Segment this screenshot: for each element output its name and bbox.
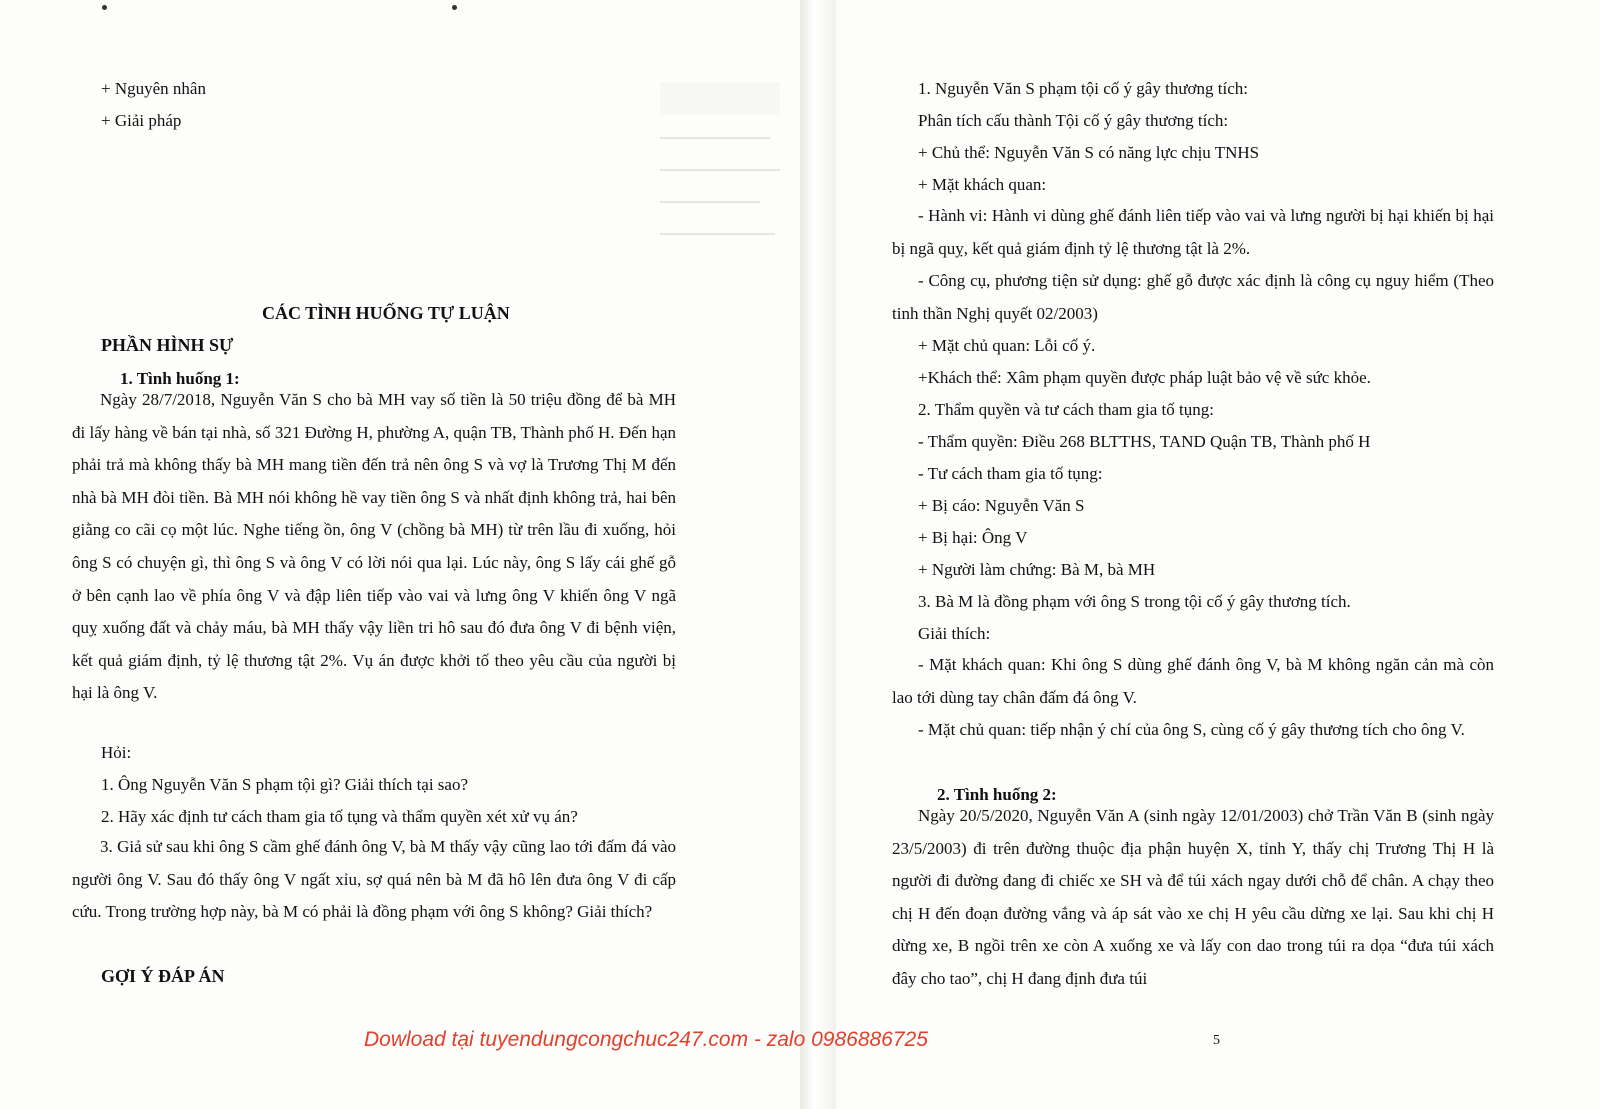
question-3: 3. Giả sử sau khi ông S cầm ghế đánh ông V, bà M thấy vậy cũng lao tới đấm đá vào người ông V. Sau đó thấy ông V ngất xỉu, sợ quá nên bà M đã hô lên đưa ông V đi cấp cứu. Trong trường hợp này, bà M có phải là đồng phạm với ông S không? Giải thích? [72,837,676,922]
book-gutter [800,0,836,1109]
ask-label: Hỏi: [101,743,132,762]
right-page [836,0,1600,1109]
subject-line: + Chủ thể: Nguyễn Văn S có năng lực chịu TNHS [918,143,1260,162]
answer-3: 3. Bà M là đồng phạm với ông S trong tội cố ý gây thương tích. [918,592,1351,611]
question-1: 1. Ông Nguyễn Văn S phạm tội gì? Giải thích tại sao? [101,775,469,794]
objective-line: + Mặt khách quan: [918,175,1047,194]
case2-heading: 2. Tình huống 2: [937,785,1057,804]
capacity-line: - Tư cách tham gia tố tụng: [918,464,1103,483]
answer-1-sub: Phân tích cấu thành Tội cố ý gây thương tích: [918,111,1229,130]
download-watermark: Dowload tại tuyendungcongchuc247.com - zalo 0986886725 [364,1028,928,1051]
explain-label: Giải thích: [918,624,991,643]
bullet-cause: + Nguyên nhân [101,79,206,98]
page-number: 5 [1213,1033,1220,1048]
behavior-text: - Hành vi: Hành vi dùng ghế đánh liên tiếp vào vai và lưng người bị hại khiến bị hại bị ngã quỵ, kết quả giám định tỷ lệ thương tật là 2%. [892,206,1494,258]
case1-body: Ngày 28/7/2018, Nguyễn Văn S cho bà MH vay số tiền là 50 triệu đồng để bà MH đi lấy hàng về bán tại nhà, số 321 Đường H, phường A, quận TB, Thành phố H. Đến hạn phải trả mà không thấy bà MH mang tiền đến trả nên ông S và vợ là Trương Thị M đến nhà bà MH đòi tiền. Bà MH nói không hề vay tiền ông S và nhất định không trả, hai bên giằng co cãi cọ một lúc. Nghe tiếng ồn, ông V (chồng bà MH) từ trên lầu đi xuống, hỏi ông S có chuyện gì, thì ông S và ông V có lời nói qua lại. Lúc này, ông S lấy cái ghế gỗ ở bên cạnh lao về phía ông V và đập liên tiếp vào vai và lưng ông V khiến ông V ngã quỵ xuống đất và chảy máu, bà MH thấy vậy liền tri hô sau đó đưa ông V đi bệnh viện, kết quả giám định, tỷ lệ thương tật 2%. Vụ án được khởi tố theo yêu cầu của người bị hại là ông V. [72,390,676,703]
page-dot [452,5,457,10]
answer-heading: GỢI Ý ĐÁP ÁN [101,966,225,986]
defendant-line: + Bị cáo: Nguyễn Văn S [918,496,1085,515]
object-line: +Khách thể: Xâm phạm quyền được pháp luật bảo vệ về sức khỏe. [918,368,1371,387]
subjective-line: + Mặt chủ quan: Lỗi cố ý. [918,336,1096,355]
doc-title: CÁC TÌNH HUỐNG TỰ LUẬN [262,303,510,323]
tool-text: - Công cụ, phương tiện sử dụng: ghế gỗ được xác định là công cụ nguy hiểm (Theo tinh thần Nghị quyết 02/2003) [892,271,1494,323]
bullet-solution: + Giải pháp [101,111,182,130]
witness-line: + Người làm chứng: Bà M, bà MH [918,560,1156,579]
page-dot [102,5,107,10]
answer-2: 2. Thẩm quyền và tư cách tham gia tố tụng: [918,400,1214,419]
question-2: 2. Hãy xác định tư cách tham gia tố tụng và thẩm quyền xét xử vụ án? [101,807,578,826]
case1-heading: 1. Tình huống 1: [120,369,240,388]
victim-line: + Bị hại: Ông V [918,528,1028,547]
case2-body: Ngày 20/5/2020, Nguyễn Văn A (sinh ngày 12/01/2003) chở Trần Văn B (sinh ngày 23/5/2003) đi trên đường thuộc địa phận huyện X, tỉnh Y, thấy chị Trương Thị H là người đi đường đang đi chiếc xe SH và để túi xách ngay dưới chỗ để chân. A chạy theo chị H đến đoạn đường vắng và áp sát vào xe chị H yêu cầu dừng xe lại. Sau khi chị H dừng xe, B ngồi trên xe còn A xuống xe và lấy con dao trong túi ra dọa “đưa túi xách đây cho tao”, chị H đang định đưa túi [892,806,1494,988]
explain-objective: - Mặt khách quan: Khi ông S dùng ghế đánh ông V, bà M không ngăn cản mà còn lao tới dùng tay chân đấm đá ông V. [892,655,1494,707]
bleed-through-left [660,72,790,372]
section-title: PHẦN HÌNH SỰ [101,335,234,355]
explain-subjective: - Mặt chủ quan: tiếp nhận ý chí của ông S, cùng cố ý gây thương tích cho ông V. [918,720,1465,739]
jurisdiction-line: - Thẩm quyền: Điều 268 BLTTHS, TAND Quận TB, Thành phố H [918,432,1371,451]
answer-1: 1. Nguyễn Văn S phạm tội cố ý gây thương tích: [918,79,1248,98]
